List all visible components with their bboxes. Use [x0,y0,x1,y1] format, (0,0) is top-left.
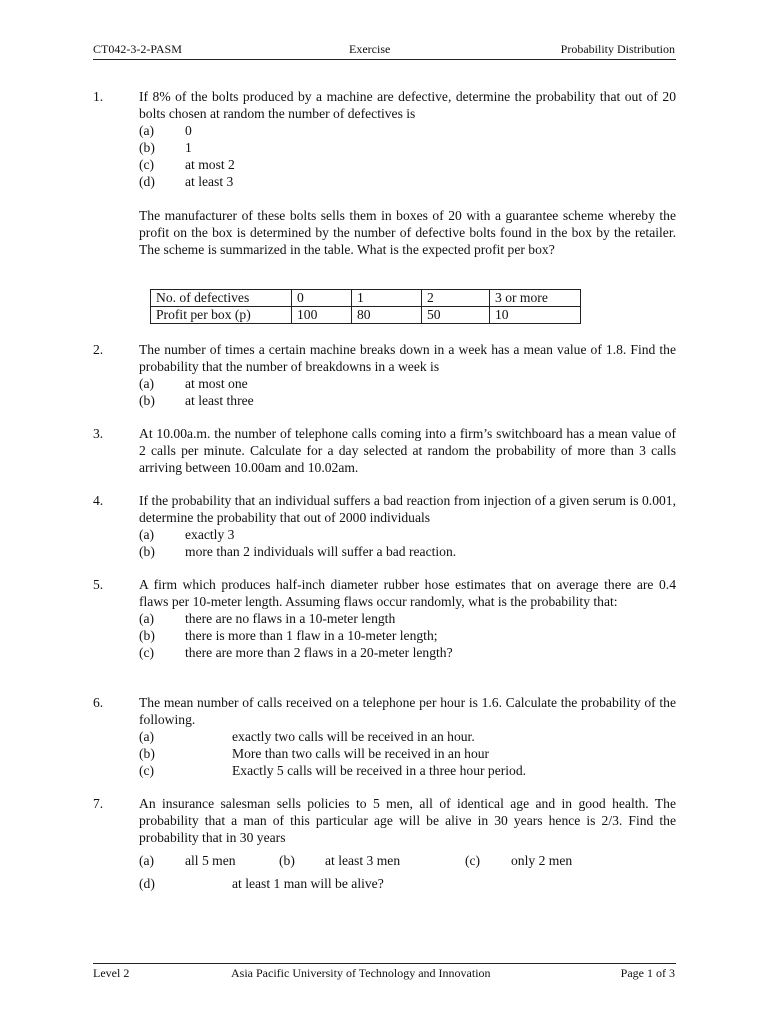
question-number: 7. [93,796,104,811]
question-stem: If the probability that an individual suffers a bad reaction from injection of a given serum is 0.001, determine the probability that out of 2000 individuals [139,493,676,525]
table-cell: 80 [352,307,422,324]
footer-level: Level 2 [93,966,130,980]
footer-page-number: Page 1 of 3 [620,966,675,980]
question-number: 4. [93,493,104,508]
profit-table [150,289,581,324]
option-a: (a) exactly 3 [139,527,235,542]
question-3 [93,425,676,476]
question-4 [93,492,676,560]
option-b: (b) at least three [139,393,254,408]
footer-institution: Asia Pacific University of Technology and Innovation [231,966,491,980]
table-cell: 50 [422,307,490,324]
option-c: (c) Exactly 5 calls will be received in a three hour period. [139,763,527,778]
header-course-code: CT042-3-2-PASM [93,42,182,56]
question-paragraph: The manufacturer of these bolts sells them in boxes of 20 with a guarantee scheme whereby the profit on the box is determined by the number of defective bolts found in the box by the retailer. The scheme is summarized in the table. What is the expected profit per box? [139,208,676,257]
question-5 [93,576,676,661]
option-b-text: at least 3 men [325,853,401,868]
table-cell: 1 [352,290,422,307]
option-a: (a) exactly two calls will be received in an hour. [139,729,475,744]
question-stem: If 8% of the bolts produced by a machine are defective, determine the probability that out of 20 bolts chosen at random the number of defectives is [139,89,676,121]
question-7 [93,795,676,892]
header-title: Exercise [349,42,391,56]
option-c: (c) at most 2 [139,157,235,172]
question-stem: The mean number of calls received on a telephone per hour is 1.6. Calculate the probability of the following. [139,695,676,727]
option-a-text: all 5 men [185,853,236,868]
option-b: (b) there is more than 1 flaw in a 10-meter length; [139,628,438,643]
table-row [151,290,581,307]
question-number: 3. [93,426,104,441]
question-number: 5. [93,577,104,592]
inline-options [139,852,676,869]
option-d: (d) at least 1 man will be alive? [139,876,384,891]
option-b-label: (b) [279,853,295,868]
header-topic: Probability Distribution [560,42,675,56]
option-a-label: (a) [139,853,155,868]
table-cell: 0 [292,290,352,307]
option-c-label: (c) [465,853,481,868]
option-a: (a) at most one [139,376,248,391]
table-cell: No. of defectives [151,290,292,307]
table-cell: 10 [490,307,581,324]
table-row [151,307,581,324]
question-stem: An insurance salesman sells policies to 5 men, all of identical age and in good health. The probability that a man of this particular age will be alive in 30 years hence is 2/3. Find the probability that in 30 years [139,796,676,845]
question-stem: A firm which produces half-inch diameter rubber hose estimates that on average there are 0.4 flaws per 10-meter length. Assuming flaws occur randomly, what is the probability that: [139,577,676,609]
question-number: 1. [93,89,104,104]
table-cell: 2 [422,290,490,307]
question-1 [93,88,676,258]
option-c: (c) there are more than 2 flaws in a 20-meter length? [139,645,453,660]
option-d: (d) at least 3 [139,174,234,189]
question-number: 2. [93,342,104,357]
header-rule [93,59,676,60]
question-number: 6. [93,695,104,710]
option-b: (b) 1 [139,140,192,155]
option-a: (a) 0 [139,123,192,138]
question-stem: The number of times a certain machine breaks down in a week has a mean value of 1.8. Find the probability that the number of breakdowns in a week is [139,342,676,374]
question-2 [93,341,676,409]
option-b: (b) more than 2 individuals will suffer a bad reaction. [139,544,457,559]
option-c-text: only 2 men [511,853,573,868]
question-stem: At 10.00a.m. the number of telephone calls coming into a firm’s switchboard has a mean value of 2 calls per minute. Calculate for a day selected at random the probability of more than 3 calls arriving between 10.00am and 10.02am. [139,426,676,475]
footer-rule [93,963,676,964]
option-a: (a) there are no flaws in a 10-meter length [139,611,396,626]
table-cell: 3 or more [490,290,581,307]
table-cell: Profit per box (p) [151,307,292,324]
option-b: (b) More than two calls will be received in an hour [139,746,490,761]
table-cell: 100 [292,307,352,324]
question-6 [93,694,676,779]
